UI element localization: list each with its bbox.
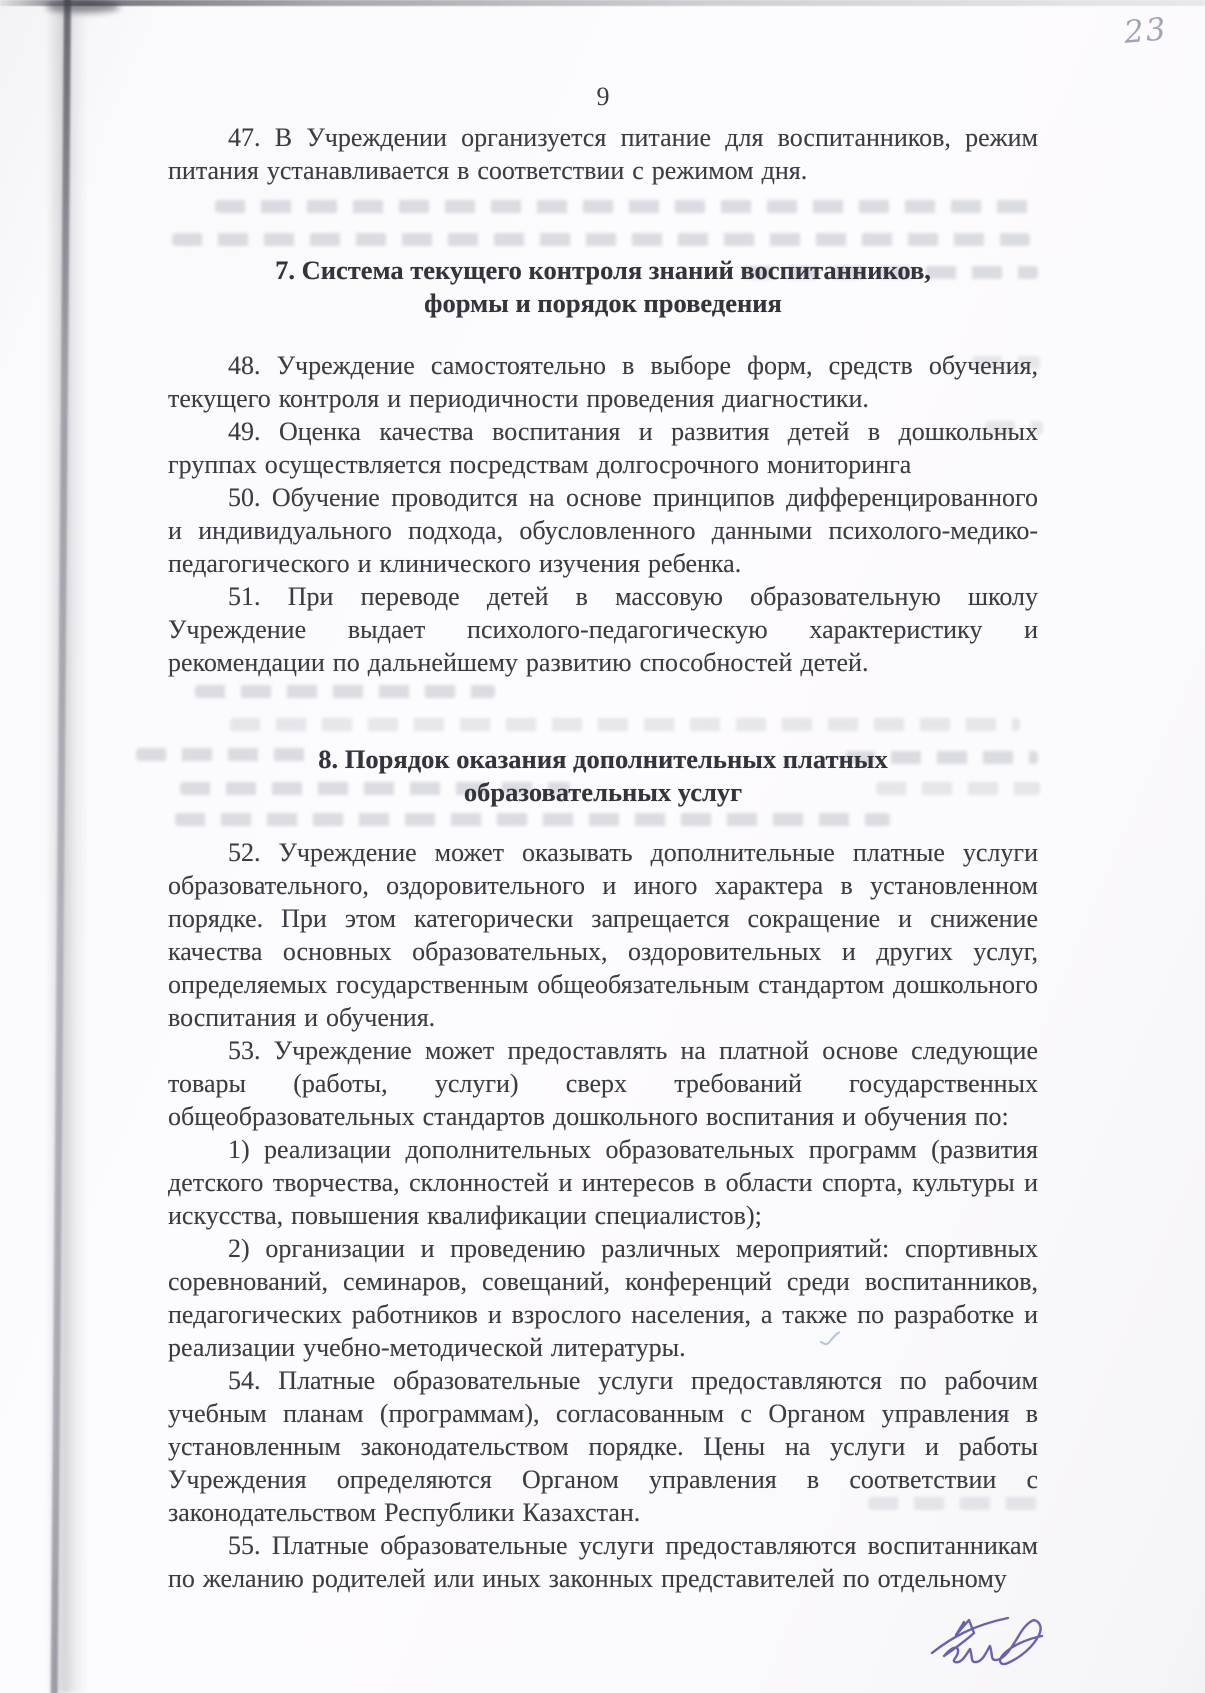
paragraph-48: 48. Учреждение самостоятельно в выборе форм, средств обучения, текущего контроля и периодичности проведения диагностики. [168, 351, 1038, 413]
paragraph-55: 55. Платные образовательные услуги предоставляются воспитанникам по желанию родителей или иных законных представителей по отдельному [168, 1531, 1038, 1593]
section-heading-8-line2: образовательных услуг [463, 777, 743, 807]
ink-mark-icon [818, 1330, 842, 1350]
section-heading-8 [168, 743, 1038, 809]
handwritten-signature [890, 1583, 1070, 1678]
list-item-1: 1) реализации дополнительных образовательных программ (развития детского творчества, склонностей и интересов в области спорта, культуры и искусства, повышения квалификации специалистов); [168, 1135, 1038, 1230]
page-number: 9 [596, 82, 610, 111]
handwritten-page-index: 23 [1122, 11, 1169, 51]
paragraph-47: 47. В Учреждении организуется питание для воспитанников, режим питания устанавливается в соответствии с режимом дня. [168, 123, 1038, 185]
paragraph-53: 53. Учреждение может предоставлять на платной основе следующие товары (работы, услуги) сверх требований государственных общеобразовательных стандартов дошкольного воспитания и обучения по: [168, 1036, 1038, 1131]
section-heading-7-line2: формы и порядок проведения [424, 288, 782, 318]
paragraph-54: 54. Платные образовательные услуги предоставляются по рабочим учебным планам (программам), согласованным с Органом управления в установленным законодательством порядке. Цены на услуги и работы Учреждения определяются Органом управления в соответствии с законодательством Республики Казахстан. [168, 1366, 1038, 1527]
section-heading-7 [168, 254, 1038, 320]
paragraph-52: 52. Учреждение может оказывать дополнительные платные услуги образовательного, оздоровительного и иного характера в установленном порядке. При этом категорически запрещается сокращение и снижение качества основных образовательных, оздоровительных и других услуг, определяемых государственным общеобязательным стандартом дошкольного воспитания и обучения. [168, 838, 1038, 1032]
signature-main-stroke [944, 1620, 1042, 1664]
section-heading-8-line1: 8. Порядок оказания дополнительных платных [318, 744, 888, 774]
document-body [168, 0, 1038, 1595]
section-heading-7-line1: 7. Система текущего контроля знаний воспитанников, [275, 255, 931, 285]
paragraph-51: 51. При переводе детей в массовую образовательную школу Учреждение выдает психолого-педагогическую характеристику и рекомендации по дальнейшему развитию способностей детей. [168, 582, 1038, 677]
paragraph-50: 50. Обучение проводится на основе принципов дифференцированного и индивидуального подхода, обусловленного данными психолого-медико-педагогического и клинического изучения ребенка. [168, 483, 1038, 578]
list-item-2: 2) организации и проведению различных мероприятий: спортивных соревнований, семинаров, совещаний, конференций среди воспитанников, педагогических работников и взрослого населения, а также по разработке и реализации учебно-методической литературы. [168, 1234, 1038, 1362]
paragraph-49: 49. Оценка качества воспитания и развития детей в дошкольных группах осуществляется посредствам долгосрочного мониторинга [168, 417, 1038, 479]
